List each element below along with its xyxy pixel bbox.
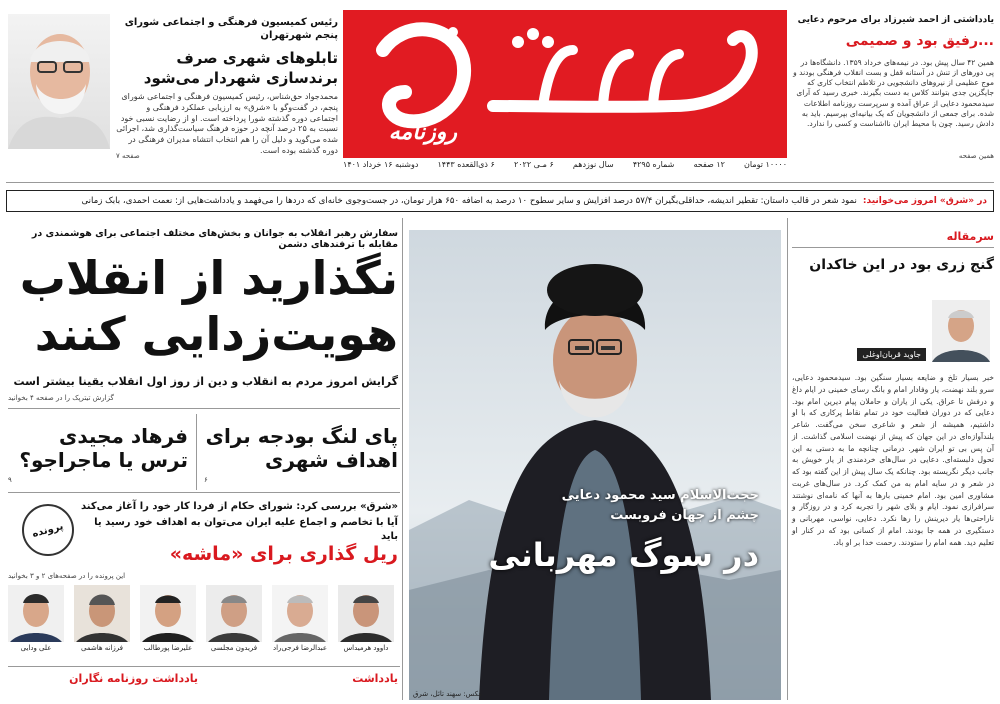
dossier-headline: ریل گذاری برای «ماشه» [169,543,398,565]
center-photo [409,230,781,700]
top-left-page-ref: صفحه ۷ [116,152,140,160]
commentator-name: فریدون مجلسی [206,642,262,655]
photo-credit: عکس: سهند تائل، شرق [413,690,483,698]
divider [8,408,400,409]
commentator-name: علیرضا پورطالب [140,642,196,655]
issue-date-en: ۶ مـی ۲۰۲۲ [513,160,554,169]
top-left-kicker: رئیس کمیسیون فرهنگی و اجتماعی شورای پنجم شهرتهران [124,17,338,41]
center-caption-line2: چشم از جهان فروبست [610,508,759,523]
editorial-section-label: سرمقاله [946,230,994,243]
divider [6,182,994,183]
dossier-badge [22,504,74,556]
author-photo [932,300,990,362]
mid-left-page: ۹ [8,476,12,484]
center-headline: در سوگ مهربانی [488,536,759,574]
footer-center-label: یادداشت [352,672,398,685]
divider [787,218,788,700]
commentator-name: علی ودایی [8,642,64,655]
commentator-photo [272,585,328,655]
editorial-author: جاوید قربان‌اوغلی [857,348,926,361]
editorial-body: خبر بسیار تلخ و ضایعه بسیار سنگین بود. سیدمحمود دعایی، سرو بلند نهضت، یار وفادار امام و بانگ رسای خمینی در ایام داغ و درفش تا عراق. یکی از یاران و حاملان پیام دیرین امام بود. دعایی که در دوران فعالیت خود در تمام نقاط پرکاری که با او داشتیم، همیشه از شعر و شاعری سخن می‌گفت. شاعر بلندآوازه‌ای در این جهان که پیش از نهضت اسلامی گذاشت. از آن پس بی تو ایران شهر. درمانی چنانچه ما به دستی به این تحول دلبسته‌ای. دعایی در سال‌های خردمندی از یار خویش به جانب دیگر نگریسته بود. چنانکه یک سال پیش از این گفته بود که در شعر و در سایه امام به من کمک کرد. در سال‌های غربت مشاوری امین بود. امام خمینی بارها به آنها که نامه‌ای نوشتند سرافرازی نمود. ایام و بلای شهر را تجربه کرد و در روزگار و ناراحتی‌ها یار دیرینش را رها نکرد. دعایی، نواسی، مهربانی و دستگیری در همه جا بودند. امام از کسانی بود که در کنار او تعلیم دید. همه امام را ستودند. رحمت خدا بر او باد. [792,373,994,547]
commentator-name: عبدالرضا فرجی‌راد [272,642,328,655]
top-right-body: همین ۴۲ سال پیش بود. در نیمه‌های خرداد ۱۳۵۹. دانشگاه‌ها در پی دورهای از تنش در آستانه قفل و بست انقلاب فرهنگی بودند و موج عظیمی از نیروهای دانشجویی در تلاطم انتخاب کاری که جایگزین جدی بتوانند کلاس به دست بگیرند. خبری رسید که آرای سیدمحمود دعایی از عراق آمده و سرپرست روزنامه اطلاعات شده. برای جمعی از دانشجویان که یک بیانیه‌ای بپرسیم. باید به دادش رسید. چون با محیط ایران نااشناست و کسی را ندارد. [793,58,994,128]
issue-date-hijri: ۶ ذی‌القعده ۱۴۴۳ [437,160,495,169]
divider [196,414,197,490]
footer-left-label: یادداشت روزنامه نگاران [69,672,198,685]
mid-right-page: ۶ [204,476,208,484]
commentator-photo [206,585,262,655]
commentator-photo [140,585,196,655]
commentator-photo [338,585,394,655]
lead-page-ref: گزارش تیترپک را در صفحه ۴ بخوانید [8,394,114,402]
issue-number: شماره ۴۲۹۵ [632,160,675,169]
banner-label: در «شرق» امروز می‌خوانید: [862,196,987,206]
top-right-kicker: یادداشتی از احمد شیرزاد برای مرحوم دعایی [797,15,994,25]
center-caption-line1: حجت‌الاسلام سید محمود دعایی [561,488,759,503]
issue-price: ۱۰۰۰۰ تومان [744,160,787,169]
lead-headline-line2: هویت‌زدایی کنند [34,307,398,361]
dossier-page-ref: این پرونده را در صفحه‌های ۲ و ۳ بخوانید [8,572,126,580]
banner-text: نمود شعر در قالب داستان: تقطیر اندیشه، حداقلی‌بگیران ۵۷/۴ درصد افزایش و سایر سطوح ۱۰ درصد به اضافه ۶۵۰ هزار تومان، در جست‌وجوی خانه‌ای که دردها را می‌فهمد و یادداشت‌هایی از: نعمت احمدی، بابک زمانی [81,196,857,206]
commentator-name: داوود هرمیداس [338,642,394,655]
logo-subtitle: روزنامه [388,120,457,145]
editorial-column [792,230,994,700]
mid-right-headline: پای لنگ بودجه برای اهداف شهری [205,424,398,472]
dossier-badge-label: پرونده [31,520,65,540]
commentator-name: فرزانه هاشمی [74,642,130,655]
top-right-headline: ...رفیق بود و صمیمی [845,33,994,49]
commentator-photo [74,585,130,655]
top-left-headline: تابلوهای شهری صرف برندسازی شهردار می‌شود [143,49,338,87]
divider [8,666,400,667]
top-left-body: محمدجواد حق‌شناس، رئیس کمیسیون فرهنگی و اجتماعی شورای پنجم، در گفت‌وگو با «شرق» به ارزیابی عملکرد فرهنگی و اجتماعی دوره گذشته شورا پرداخته است. او از رضایت نسبی خود نسبت به ۲۵ درصد آنچه در حوزه فرهنگ سیاست‌گذاری شد، اجرائی شده می‌گوید و دلیل آن را هم انتخاب انتشاه مدیران فرهنگی در دوره گذشته بوده است. [116,92,338,155]
lead-kicker: سفارش رهبر انقلاب به جوانان و بخش‌های مختلف اجتماعی برای هوشمندی در مقابله با ترفندهای دشمن [31,228,398,250]
mid-left-headline: فرهاد مجیدی ترس یا ماجراجو؟ [19,424,188,472]
logo-text [583,30,593,40]
issue-year: سال نوزدهم [572,160,614,169]
divider [8,492,400,493]
cleric-portrait [409,230,781,700]
masthead-logo [343,10,787,158]
top-right-page-ref: همین صفحه [958,152,994,160]
dossier-kicker: «شرق» بررسی کرد: شورای حکام از فردا کار خود را آغاز می‌کند [80,501,398,512]
lead-subhead: گرایش امروز مردم به انقلاب و دین از روز اول انقلاب یقینا بیشتر است [13,375,398,388]
lead-headline-line1: نگذارید از انقلاب [19,251,398,305]
divider [402,218,403,700]
issue-date-fa: دوشنبه ۱۶ خرداد ۱۴۰۱ [343,160,419,169]
dossier-kicker-2: آیا با تخاصم و اجماع علیه ایران می‌توان به اهداف خود رسید یا باید [94,517,398,542]
editorial-headline: گنج زری بود در این خاکدان [809,257,994,273]
issue-pages: ۱۲ صفحه [693,160,725,169]
portrait-photo [8,14,110,149]
todays-contents-banner [6,190,994,212]
issue-line [343,160,787,174]
commentators-row [8,585,398,657]
commentator-photo [8,585,64,655]
divider [792,247,994,248]
